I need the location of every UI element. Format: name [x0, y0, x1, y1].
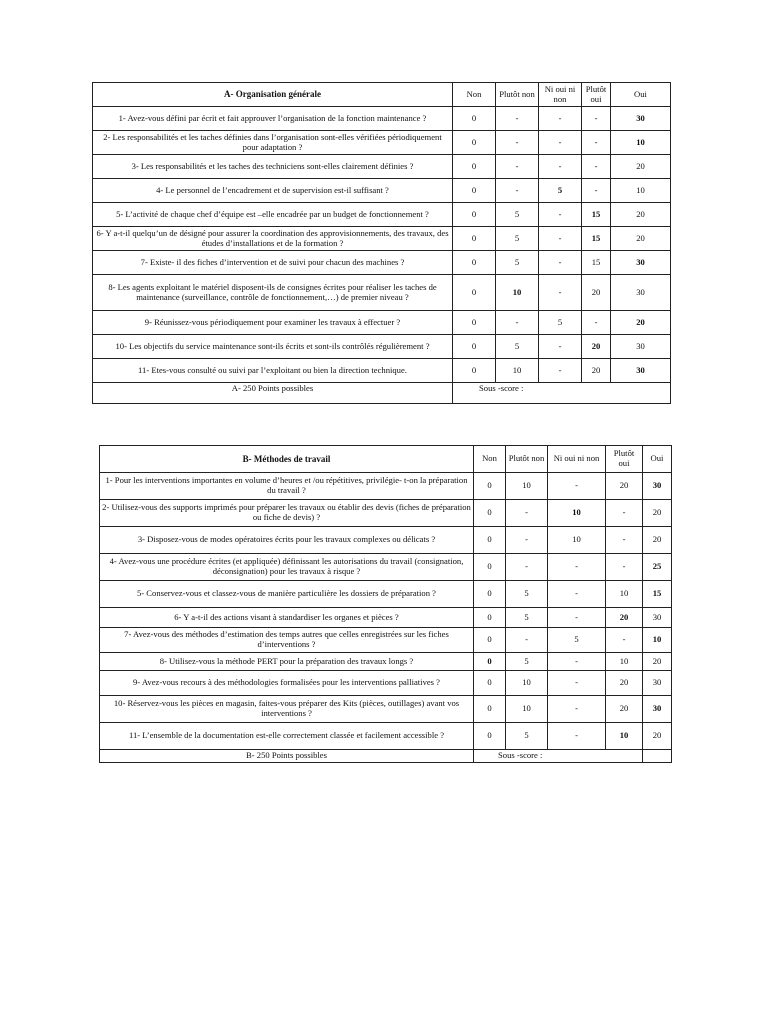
score-cell: -	[606, 628, 643, 653]
score-cell: 15	[582, 227, 611, 251]
question-cell: 5- L’activité de chaque chef d’équipe est –elle encadrée par un budget de fonctionnement ?	[93, 203, 453, 227]
score-cell: -	[496, 107, 539, 131]
score-cell: -	[506, 527, 548, 554]
score-cell: 20	[606, 608, 643, 628]
score-cell: -	[582, 179, 611, 203]
score-cell: 5	[506, 653, 548, 671]
score-cell: 30	[643, 608, 672, 628]
score-cell: 5	[506, 723, 548, 750]
question-cell: 6- Y a-t-il des actions visant à standardiser les organes et pièces ?	[100, 608, 474, 628]
question-cell: 9- Avez-vous recours à des méthodologies formalisées pour les interventions palliatives ?	[100, 671, 474, 696]
score-cell: 0	[453, 227, 496, 251]
score-cell: -	[582, 311, 611, 335]
score-cell: 10	[643, 628, 672, 653]
score-cell: -	[606, 500, 643, 527]
score-cell: -	[506, 500, 548, 527]
score-cell: 0	[453, 335, 496, 359]
score-cell: 5	[496, 335, 539, 359]
question-cell: 8- Utilisez-vous la méthode PERT pour la préparation des travaux longs ?	[100, 653, 474, 671]
table-row	[100, 671, 672, 696]
table-a-title: A- Organisation générale	[93, 83, 453, 107]
score-cell: -	[496, 155, 539, 179]
score-cell: 0	[474, 527, 506, 554]
score-cell: -	[548, 671, 606, 696]
question-cell: 8- Les agents exploitant le matériel disposent-ils de consignes écrites pour réaliser les taches de maintenance (surveillance, contrôle de fonctionnement,…) de premier niveau ?	[93, 275, 453, 311]
score-cell: 0	[474, 581, 506, 608]
table-b-title: B- Méthodes de travail	[100, 446, 474, 473]
question-cell: 3- Disposez-vous de modes opératoires écrits pour les travaux complexes ou délicats ?	[100, 527, 474, 554]
score-cell: -	[496, 131, 539, 155]
sous-score-value[interactable]	[643, 750, 672, 763]
score-cell: -	[539, 203, 582, 227]
score-cell: 30	[611, 335, 671, 359]
question-cell: 2- Les responsabilités et les taches définies dans l’organisation sont-elles vérifiées périodiquement pour adaptation ?	[93, 131, 453, 155]
score-cell: 5	[548, 628, 606, 653]
score-cell: 20	[611, 311, 671, 335]
question-cell: 10- Les objectifs du service maintenance sont-ils écrits et sont-ils contrôlés régulièrement ?	[93, 335, 453, 359]
table-row	[100, 500, 672, 527]
score-cell: 20	[582, 359, 611, 383]
table-a-organisation-generale	[92, 82, 671, 404]
header-oui: Oui	[643, 446, 672, 473]
score-cell: 0	[453, 203, 496, 227]
score-cell: -	[539, 359, 582, 383]
header-ni-oui-ni-non: Ni oui ni non	[548, 446, 606, 473]
question-cell: 3- Les responsabilités et les taches des techniciens sont-elles clairement définies ?	[93, 155, 453, 179]
question-cell: 6- Y a-t-il quelqu’un de désigné pour assurer la coordination des approvisionnements, des travaux, des études d’installations et de la formation ?	[93, 227, 453, 251]
score-cell: -	[496, 179, 539, 203]
score-cell: 5	[496, 227, 539, 251]
score-cell: 30	[611, 107, 671, 131]
score-cell: 0	[474, 696, 506, 723]
sous-score-label: Sous -score :	[453, 383, 671, 404]
score-cell: 25	[643, 554, 672, 581]
score-cell: -	[548, 473, 606, 500]
score-cell: 5	[539, 179, 582, 203]
table-row	[93, 179, 671, 203]
score-cell: 5	[506, 608, 548, 628]
score-cell: 10	[548, 527, 606, 554]
question-cell: 1- Pour les interventions importantes en volume d’heures et /ou répétitives, privilégie- t-on la préparation du travail ?	[100, 473, 474, 500]
score-cell: -	[539, 251, 582, 275]
score-cell: -	[506, 628, 548, 653]
score-cell: 20	[643, 653, 672, 671]
score-cell: 5	[496, 203, 539, 227]
score-cell: -	[506, 554, 548, 581]
score-cell: 20	[606, 473, 643, 500]
question-cell: 9- Réunissez-vous périodiquement pour examiner les travaux à effectuer ?	[93, 311, 453, 335]
score-cell: -	[548, 554, 606, 581]
question-cell: 1- Avez-vous défini par écrit et fait approuver l’organisation de la fonction maintenance ?	[93, 107, 453, 131]
score-cell: 20	[582, 335, 611, 359]
header-plutot-non: Plutôt non	[506, 446, 548, 473]
score-cell: 30	[643, 671, 672, 696]
score-cell: -	[539, 275, 582, 311]
table-row	[100, 653, 672, 671]
score-cell: 15	[582, 251, 611, 275]
score-cell: 0	[474, 653, 506, 671]
table-row	[93, 107, 671, 131]
score-cell: 0	[453, 275, 496, 311]
score-cell: -	[539, 335, 582, 359]
score-cell: 30	[611, 275, 671, 311]
score-cell: -	[539, 227, 582, 251]
score-cell: 15	[643, 581, 672, 608]
score-cell: 20	[606, 671, 643, 696]
score-cell: 0	[453, 179, 496, 203]
table-row	[100, 473, 672, 500]
header-ni-oui-ni-non: Ni oui ni non	[539, 83, 582, 107]
table-row	[93, 335, 671, 359]
table-row	[93, 131, 671, 155]
table-row	[93, 251, 671, 275]
score-cell: 10	[611, 179, 671, 203]
table-row	[93, 311, 671, 335]
header-non: Non	[474, 446, 506, 473]
table-a-header-row	[93, 83, 671, 107]
header-non: Non	[453, 83, 496, 107]
score-cell: 0	[474, 608, 506, 628]
table-row	[100, 554, 672, 581]
score-cell: -	[606, 554, 643, 581]
table-row	[100, 608, 672, 628]
header-oui: Oui	[611, 83, 671, 107]
score-cell: 20	[611, 203, 671, 227]
score-cell: -	[548, 581, 606, 608]
table-row	[100, 628, 672, 653]
question-cell: 2- Utilisez-vous des supports imprimés pour préparer les travaux ou établir des devis (fiches de préparation ou fiche de devis) ?	[100, 500, 474, 527]
score-cell: 20	[611, 155, 671, 179]
score-cell: 10	[506, 671, 548, 696]
score-cell: -	[606, 527, 643, 554]
score-cell: 0	[453, 155, 496, 179]
question-cell: 11- Etes-vous consulté ou suivi par l’exploitant ou bien la direction technique.	[93, 359, 453, 383]
score-cell: 30	[611, 251, 671, 275]
points-possibles: B- 250 Points possibles	[100, 750, 474, 763]
table-row	[93, 227, 671, 251]
table-b-methodes-de-travail	[99, 445, 672, 763]
score-cell: 10	[496, 275, 539, 311]
table-row	[93, 203, 671, 227]
score-cell: 5	[506, 581, 548, 608]
score-cell: 20	[606, 696, 643, 723]
score-cell: 0	[453, 107, 496, 131]
score-cell: 10	[496, 359, 539, 383]
score-cell: -	[582, 131, 611, 155]
score-cell: -	[582, 107, 611, 131]
table-row	[100, 696, 672, 723]
score-cell: 20	[582, 275, 611, 311]
score-cell: 10	[506, 696, 548, 723]
table-row	[100, 723, 672, 750]
score-cell: 0	[474, 628, 506, 653]
header-plutot-oui: Plutôt oui	[606, 446, 643, 473]
table-b-header-row	[100, 446, 672, 473]
question-cell: 10- Réservez-vous les pièces en magasin, faites-vous préparer des Kits (pièces, outillages) avant vos interventions ?	[100, 696, 474, 723]
table-row	[93, 155, 671, 179]
score-cell: -	[548, 653, 606, 671]
score-cell: 0	[474, 554, 506, 581]
score-cell: 20	[643, 723, 672, 750]
table-row	[93, 359, 671, 383]
score-cell: -	[539, 131, 582, 155]
score-cell: 5	[496, 251, 539, 275]
score-cell: 10	[606, 581, 643, 608]
question-cell: 7- Avez-vous des méthodes d’estimation des temps autres que celles enregistrées sur les fiches d’interventions ?	[100, 628, 474, 653]
footer-row	[93, 383, 671, 404]
score-cell: -	[539, 155, 582, 179]
points-possibles: A- 250 Points possibles	[93, 383, 453, 404]
score-cell: 10	[611, 131, 671, 155]
score-cell: 10	[606, 723, 643, 750]
question-cell: 11- L’ensemble de la documentation est-elle correctement classée et facilement accessible ?	[100, 723, 474, 750]
score-cell: 5	[539, 311, 582, 335]
score-cell: -	[548, 723, 606, 750]
header-plutot-oui: Plutôt oui	[582, 83, 611, 107]
question-cell: 7- Existe- il des fiches d’intervention et de suivi pour chacun des machines ?	[93, 251, 453, 275]
score-cell: 20	[643, 527, 672, 554]
sous-score-label: Sous -score :	[474, 750, 643, 763]
score-cell: -	[539, 107, 582, 131]
score-cell: 0	[474, 500, 506, 527]
score-cell: -	[496, 311, 539, 335]
score-cell: -	[548, 608, 606, 628]
score-cell: 10	[548, 500, 606, 527]
score-cell: 0	[474, 671, 506, 696]
question-cell: 5- Conservez-vous et classez-vous de manière particulière les dossiers de préparation ?	[100, 581, 474, 608]
header-plutot-non: Plutôt non	[496, 83, 539, 107]
score-cell: 0	[474, 473, 506, 500]
question-cell: 4- Avez-vous une procédure écrites (et appliquée) définissant les autorisations du travail (consignation, déconsignation) pour les travaux à risque ?	[100, 554, 474, 581]
score-cell: -	[582, 155, 611, 179]
table-row	[100, 527, 672, 554]
table-row	[100, 581, 672, 608]
score-cell: 30	[611, 359, 671, 383]
score-cell: 20	[611, 227, 671, 251]
score-cell: 0	[474, 723, 506, 750]
footer-row	[100, 750, 672, 763]
score-cell: 30	[643, 473, 672, 500]
score-cell: 0	[453, 311, 496, 335]
score-cell: 10	[606, 653, 643, 671]
score-cell: 10	[506, 473, 548, 500]
score-cell: 0	[453, 359, 496, 383]
score-cell: -	[548, 696, 606, 723]
score-cell: 0	[453, 251, 496, 275]
score-cell: 15	[582, 203, 611, 227]
score-cell: 0	[453, 131, 496, 155]
score-cell: 30	[643, 696, 672, 723]
question-cell: 4- Le personnel de l’encadrement et de supervision est-il suffisant ?	[93, 179, 453, 203]
table-row	[93, 275, 671, 311]
score-cell: 20	[643, 500, 672, 527]
